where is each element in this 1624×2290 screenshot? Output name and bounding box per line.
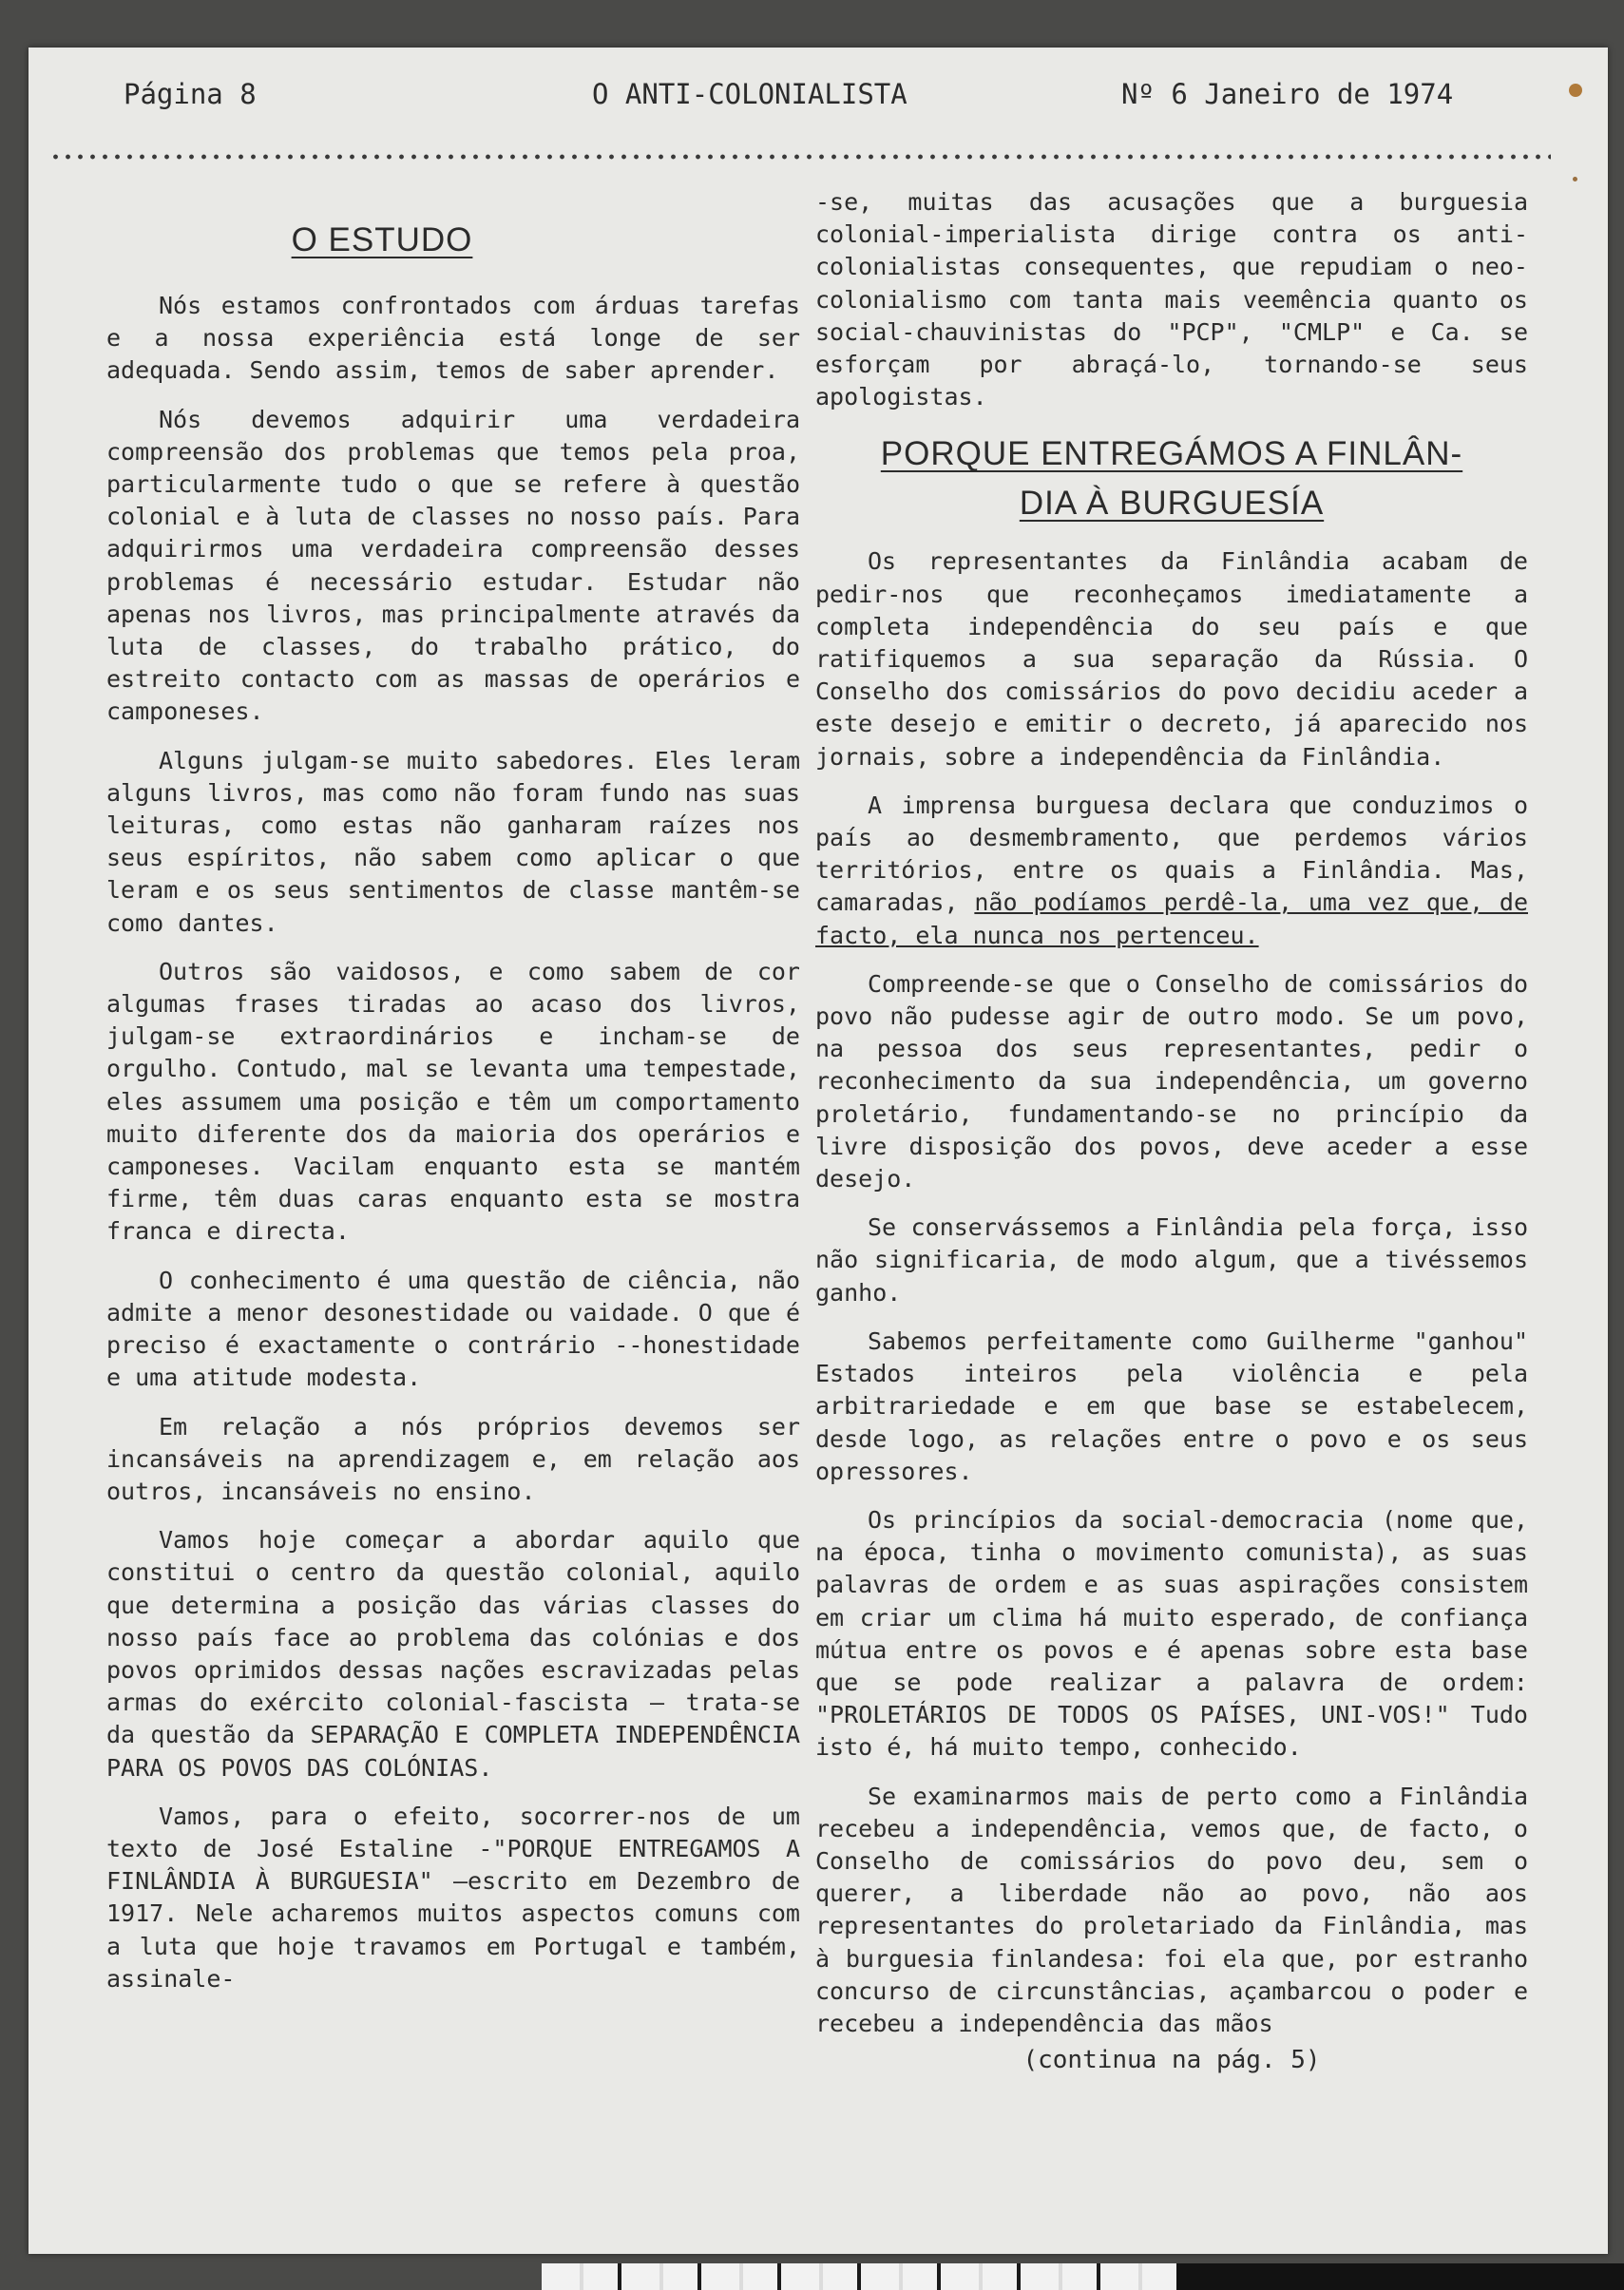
paragraph: Nós devemos adquirir uma verdadeira compreensão dos problemas que temos pela proa, particularmente tudo o que se refere à questão colonial e à luta de classes no nosso país. Para adquirirmos uma verdadeira compreensão desses problemas é necessário estudar. Estudar não apenas nos livros, mas principalmente através da luta de classes, do trabalho prático, do estreito contacto com as massas de operários e camponeses. [106,405,800,726]
scan-ruler-dark [1176,2263,1624,2290]
paragraph-text: A imprensa burguesa declara que conduzimos o país ao desmembramento, que perdemos vários territórios, entre os quais a Finlândia. Mas, camaradas, [815,791,1528,917]
paragraph: Outros são vaidosos, e como sabem de cor algumas frases tiradas ao acaso dos livros, julgam-se extraordinários e incham-se de orgulho. Contudo, mal se levanta uma tempestade, eles assumem uma posição e têm um comportamento muito diferente dos da maioria dos operários e camponeses. Vacilam enquanto esta se mantém firme, têm duas caras enquanto esta se mostra franca e directa. [106,957,800,1246]
publication-title: O ANTI-COLONIALISTA [592,78,908,110]
paragraph: O conhecimento é uma questão de ciência, não admite a menor desonestidade ou vaidade. O que é preciso é exactamente o contrário --honestidade e uma atitude modesta. [106,1266,800,1392]
paragraph-continuation: -se, muitas das acusações que a burguesia colonial-imperialista dirige contra os anti-colonialistas consequentes, que repudiam o neo-colonialismo com tanta mais veemência quanto os social-chauvinistas do "PCP", "CMLP" e Ca. se esforçam por abraçá-lo, tornando-se seus apologistas. [815,188,1528,411]
paragraph: Vamos, para o efeito, socorrer-nos de um texto de José Estaline -"PORQUE ENTREGAMOS A FINLÂNDIA À BURGUESIA" —escrito em Dezembro de 1917. Nele acharemos muitos aspectos comuns com a luta que hoje travamos em Portugal e também, assinale- [106,1802,800,1993]
article-title-finlandia [815,429,1528,528]
paragraph: Vamos hoje começar a abordar aquilo que constitui o centro da questão colonial, aquilo que determina a posição das várias classes do nosso país face ao problema das colónias e dos povos oprimidos dessas nações escravizadas pelas armas do exército colonial-fascista — trata-se da questão da SEPARAÇÃO E COMPLETA INDEPENDÊNCIA PARA OS POVOS DAS COLÓNIAS. [106,1526,800,1782]
left-column [106,216,800,2012]
header-divider [49,152,1551,162]
continued-note: (continua na pág. 5) [1022,2046,1321,2075]
underlined-quote: não podíamos perdê-la, uma vez que, de facto, ela nunca nos pertenceu. [815,888,1528,949]
right-column [815,186,1528,2076]
scan-speck [1573,177,1577,181]
scan-speck [1569,84,1582,97]
paragraph: Sabemos perfeitamente como Guilherme "ganhou" Estados inteiros pela violência e pela arbitrariedade e em que base se estabelecem, desde logo, as relações entre o povo e os seus opressores. [815,1326,1528,1485]
paragraph: Alguns julgam-se muito sabedores. Eles leram alguns livros, mas como não foram fundo nas suas leituras, como estas não ganharam raízes nos seus espíritos, não sabem como aplicar o que leram e os seus sentimentos de classe mantêm-se como dantes. [106,746,800,937]
paragraph [815,790,1528,952]
page-number: Página 8 [124,78,257,110]
article-title-o-estudo: O ESTUDO [291,221,473,258]
paragraph: Se conservássemos a Finlândia pela força, isso não significaria, de modo algum, que a tivéssemos ganho. [815,1213,1528,1307]
paragraph: Nós estamos confrontados com árduas tarefas e a nossa experiência está longe de ser adequada. Sendo assim, temos de saber aprender. [106,292,800,385]
issue-date: Nº 6 Janeiro de 1974 [1121,78,1454,110]
title-line-1: PORQUE ENTREGÁMOS A FINLÂN- [880,435,1463,473]
paragraph: Compreende-se que o Conselho de comissários do povo não pudesse agir de outro modo. Se um povo, na pessoa dos seus representantes, pedir o reconhecimento da sua independência, um governo proletário, fundamentando-se no princípio da livre disposição dos povos, deve aceder a esse desejo. [815,969,1528,1193]
paragraph: Em relação a nós próprios devemos ser incansáveis na aprendizagem e, em relação aos outros, incansáveis no ensino. [106,1412,800,1505]
paragraph: Se examinarmos mais de perto como a Finlândia recebeu a independência, vemos que, de facto, o Conselho de comissários do povo deu, sem o querer, a liberdade não ao povo, não aos representantes do proletariado da Finlândia, mas à burguesia finlandesa: foi ela que, por estranho concurso de circunstâncias, açambarcou o poder e recebeu a independência das mãos [815,1782,1528,2037]
paragraph: Os representantes da Finlândia acabam de pedir-nos que reconheçamos imediatamente a completa independência do seu país e que ratifiquemos a sua separação da Rússia. O Conselho dos comissários do povo decidiu aceder a este desejo e emitir o decreto, já aparecido nos jornais, sobre a independência da Finlândia. [815,547,1528,771]
paragraph: Os princípios da social-democracia (nome que, na época, tinha o movimento comunista), as suas palavras de ordem e as suas aspirações consistem em criar um clima há muito esperado, de confiança mútua entre os povos e é apenas sobre esta base que se pode realizar a palavra de ordem: "PROLETÁRIOS DE TODOS OS PAÍSES, UNI-VOS!" Tudo isto é, há muito tempo, conhecido. [815,1505,1528,1762]
title-line-2: DIA À BURGUESÍA [1019,485,1325,523]
